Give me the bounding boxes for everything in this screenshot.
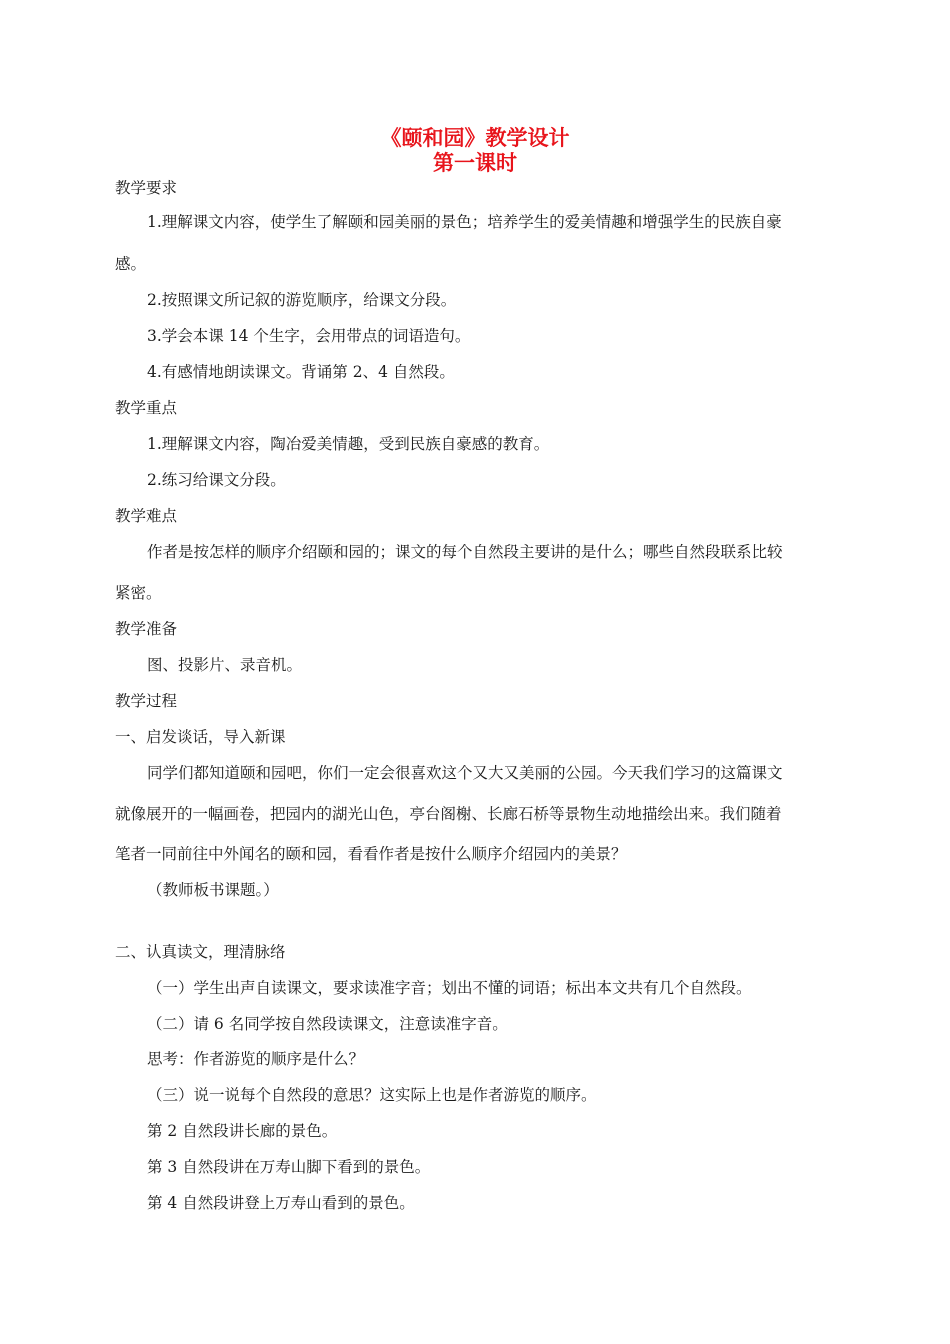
step1-line-1: 同学们都知道颐和园吧，你们一定会很喜欢这个又大又美丽的公园。今天我们学习的这篇课文 bbox=[147, 764, 783, 782]
step1-heading: 一、启发谈话，导入新课 bbox=[115, 728, 286, 746]
section-heading-requirements: 教学要求 bbox=[115, 179, 178, 197]
requirement-item-3: 3.学会本课 14 个生字，会用带点的词语造句。 bbox=[147, 327, 471, 345]
keypoint-item-1: 1.理解课文内容，陶冶爱美情趣，受到民族自豪感的教育。 bbox=[147, 435, 550, 453]
section-heading-process: 教学过程 bbox=[115, 692, 178, 710]
keypoint-item-2: 2.练习给课文分段。 bbox=[147, 471, 286, 489]
document-subtitle: 第一课时 bbox=[433, 151, 517, 175]
requirement-item-1: 1.理解课文内容，使学生了解颐和园美丽的景色；培养学生的爱美情趣和增强学生的民族自豪 bbox=[147, 213, 782, 231]
step2-item-4: （三）说一说每个自然段的意思？这实际上也是作者游览的顺序。 bbox=[147, 1086, 597, 1104]
step1-note: （教师板书课题。） bbox=[147, 881, 279, 899]
section-heading-keypoints: 教学重点 bbox=[115, 399, 178, 417]
preparation-text: 图、投影片、录音机。 bbox=[147, 656, 303, 674]
difficulties-text: 作者是按怎样的顺序介绍颐和园的；课文的每个自然段主要讲的是什么；哪些自然段联系比较 bbox=[147, 543, 783, 561]
step2-item-5: 第 2 自然段讲长廊的景色。 bbox=[147, 1122, 338, 1140]
requirement-item-2: 2.按照课文所记叙的游览顺序，给课文分段。 bbox=[147, 291, 457, 309]
section-heading-preparation: 教学准备 bbox=[115, 620, 178, 638]
step1-line-2: 就像展开的一幅画卷，把园内的湖光山色，亭台阁榭、长廊石桥等景物生动地描绘出来。我们随着 bbox=[115, 805, 782, 823]
step2-item-1: （一）学生出声自读课文，要求读准字音；划出不懂的词语；标出本文共有几个自然段。 bbox=[147, 979, 752, 997]
step2-item-3: 思考：作者游览的顺序是什么？ bbox=[147, 1050, 365, 1068]
document-title: 《颐和园》教学设计 bbox=[380, 126, 570, 150]
step2-item-2: （二）请 6 名同学按自然段读课文，注意读准字音。 bbox=[147, 1015, 508, 1033]
requirement-item-1-cont: 感。 bbox=[115, 255, 147, 273]
step2-heading: 二、认真读文，理清脉络 bbox=[115, 943, 286, 961]
step2-item-7: 第 4 自然段讲登上万寿山看到的景色。 bbox=[147, 1194, 415, 1212]
step2-item-6: 第 3 自然段讲在万寿山脚下看到的景色。 bbox=[147, 1158, 431, 1176]
step1-line-3: 笔者一同前往中外闻名的颐和园，看看作者是按什么顺序介绍园内的美景？ bbox=[115, 845, 627, 863]
section-heading-difficulties: 教学难点 bbox=[115, 507, 178, 525]
difficulties-text-cont: 紧密。 bbox=[115, 584, 162, 602]
requirement-item-4: 4.有感情地朗读课文。背诵第 2、4 自然段。 bbox=[147, 363, 455, 381]
